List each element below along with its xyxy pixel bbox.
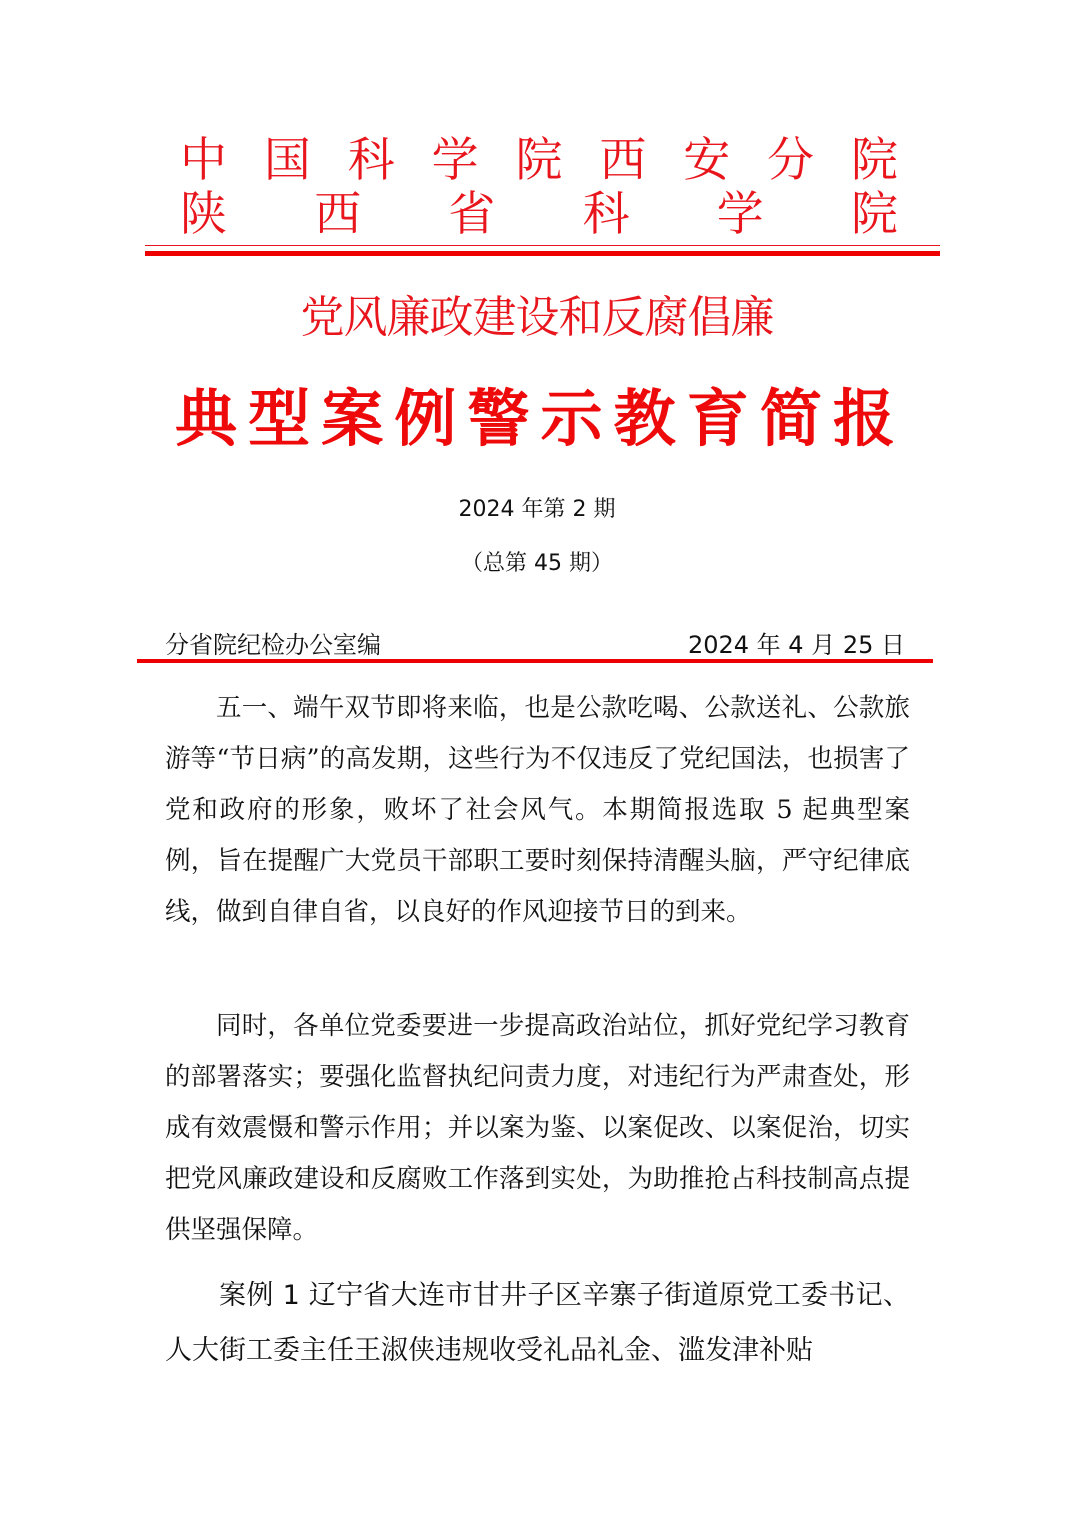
header-rule-thick: [145, 251, 940, 256]
org-char: 院: [515, 133, 563, 188]
title-char: 案: [321, 382, 384, 455]
title-char: 典: [175, 382, 238, 455]
title-char: 例: [394, 382, 457, 455]
title-char: 型: [248, 382, 311, 455]
bulletin-subject-title: 党风廉政建设和反腐倡廉: [300, 292, 774, 343]
org-char: 省: [448, 187, 496, 242]
org-char: 院: [851, 133, 898, 188]
title-char: 教: [613, 382, 676, 455]
title-char: 简: [759, 382, 822, 455]
org-char: 科: [582, 187, 630, 242]
org-char: 学: [716, 187, 764, 242]
issue-total-number: （总第 45 期）: [461, 551, 613, 576]
requirements-paragraph: 同时，各单位党委要进一步提高政治站位，抓好党纪学习教育的部署落实；要强化监督执纪问责力度，对违纪行为严肃查处，形成有效震慑和警示作用；并以案为鉴、以案促改、以案促治，切实把党风廉政建设和反腐败工作落到实处，为助推抢占科技制高点提供坚强保障。: [165, 1011, 910, 1245]
org-char: 院: [850, 187, 898, 242]
org-char: 学: [431, 133, 479, 188]
header-bottom-rule: [137, 659, 933, 663]
org-char: 国: [263, 133, 311, 188]
publish-date: 2024 年 4 月 25 日: [687, 631, 905, 659]
header-rule-thin: [145, 245, 940, 246]
org-char: 西: [599, 133, 647, 188]
title-char: 育: [686, 382, 749, 455]
org-name-line-2: [180, 187, 898, 242]
title-char: 示: [540, 382, 603, 455]
org-char: 陕: [180, 187, 227, 242]
bulletin-main-title: [175, 383, 895, 455]
org-char: 西: [314, 187, 362, 242]
org-char: 中: [180, 133, 227, 188]
org-char: 安: [683, 133, 731, 188]
org-char: 分: [767, 133, 815, 188]
intro-paragraph: 五一、端午双节即将来临，也是公款吃喝、公款送礼、公款旅游等“节日病”的高发期，这些行为不仅违反了党纪国法，也损害了党和政府的形象，败坏了社会风气。本期简报选取 5 起典型案例，旨在提醒广大党员干部职工要时刻保持清醒头脑，严守纪律底线，做到自律自省，以良好的作风迎接节日的到来。: [165, 693, 910, 927]
issue-number: 2024 年第 2 期: [458, 497, 616, 522]
title-char: 警: [467, 382, 530, 455]
org-char: 科: [347, 133, 395, 188]
title-char: 报: [832, 382, 895, 455]
org-name-line-1: [180, 133, 898, 188]
editor-office: 分省院纪检办公室编: [165, 631, 381, 659]
case-1-heading: 案例 1 辽宁省大连市甘井子区辛寨子街道原党工委书记、人大街工委主任王淑侠违规收受礼品礼金、滥发津补贴: [165, 1280, 910, 1366]
